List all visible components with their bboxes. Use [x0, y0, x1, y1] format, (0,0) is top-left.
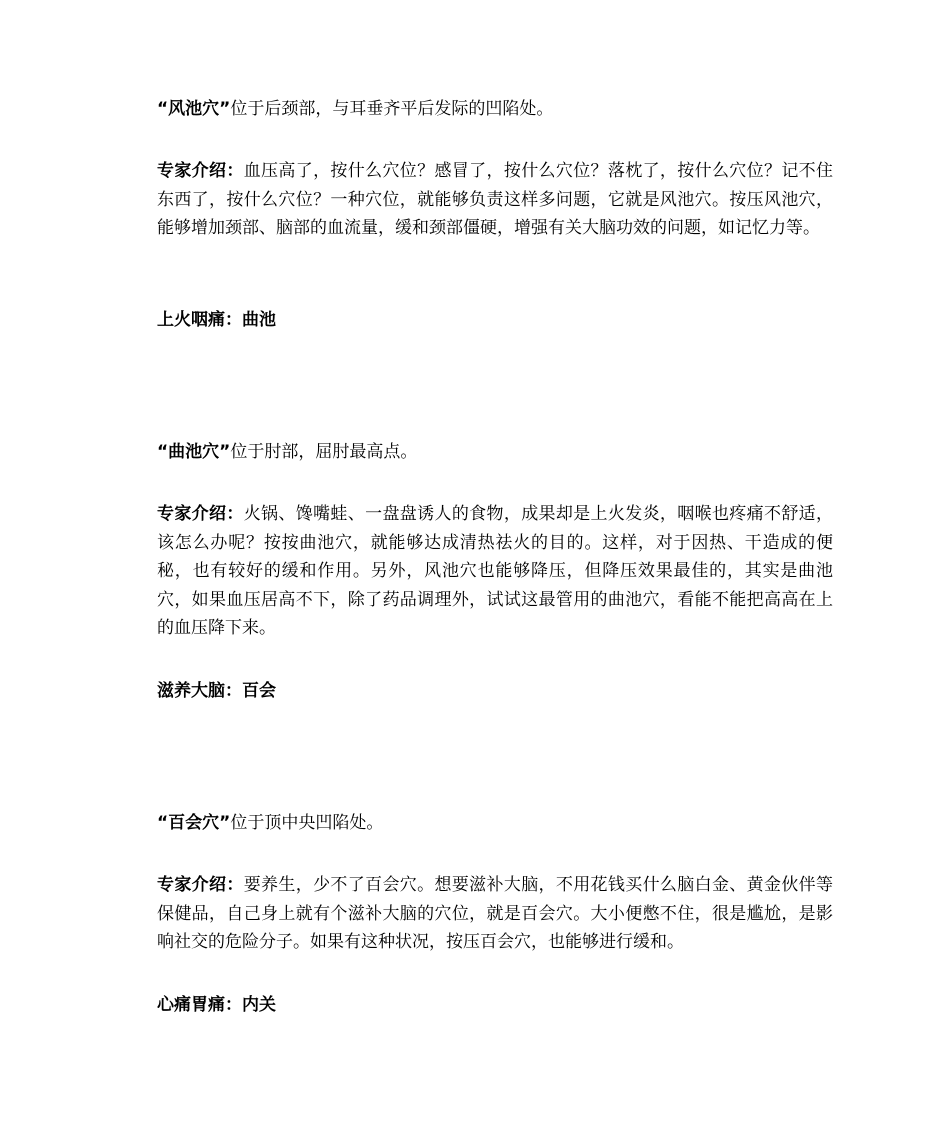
- section-heading-baihui: [121, 677, 833, 706]
- acupoint-location-quchi: [121, 438, 833, 467]
- section-heading-quchi: [121, 306, 833, 335]
- location-text: 位于后颈部，与耳垂齐平后发际的凹陷处。: [230, 99, 554, 119]
- acupoint-name: “曲池穴”: [157, 442, 231, 462]
- location-text: 位于顶中央凹陷处。: [230, 813, 384, 833]
- acupoint-location-baihui: [121, 809, 833, 838]
- expert-intro-text: 要养生，少不了百会穴。想要滋补大脑，不用花钱买什么脑白金、黄金伙伴等保健品，自己身上就有个滋补大脑的穴位，就是百会穴。大小便憋不住，很是尴尬，是影响社交的危险分子。如果有这种状况，按压百会穴，也能够进行缓和。: [157, 875, 834, 952]
- expert-intro-fengchi: [121, 157, 833, 243]
- heading-text: 心痛胃痛：内关: [157, 995, 276, 1015]
- expert-intro-label: 专家介绍：: [157, 504, 244, 524]
- acupoint-name: “百会穴”: [157, 813, 231, 833]
- expert-intro-label: 专家介绍：: [157, 875, 244, 895]
- acupoint-location-fengchi: [121, 95, 833, 124]
- expert-intro-label: 专家介绍：: [157, 161, 244, 181]
- expert-intro-baihui: [121, 871, 833, 957]
- expert-intro-quchi: [121, 500, 833, 643]
- heading-text: 滋养大脑：百会: [157, 681, 276, 701]
- heading-text: 上火咽痛：曲池: [157, 310, 276, 330]
- section-heading-neiguan: [121, 991, 833, 1020]
- expert-intro-text: 血压高了，按什么穴位？感冒了，按什么穴位？落枕了，按什么穴位？记不住东西了，按什么穴位？一种穴位，就能够负责这样多问题，它就是风池穴。按压风池穴，能够增加颈部、脑部的血流量，缓和颈部僵硬，增强有关大脑功效的问题，如记忆力等。: [157, 161, 834, 238]
- expert-intro-text: 火锅、馋嘴蛙、一盘盘诱人的食物，成果却是上火发炎，咽喉也疼痛不舒适，该怎么办呢？按按曲池穴，就能够达成清热祛火的目的。这样，对于因热、干造成的便秘，也有较好的缓和作用。另外，风池穴也能够降压，但降压效果最佳的，其实是曲池穴，如果血压居高不下，除了药品调理外，试试这最管用的曲池穴，看能不能把高高在上的血压降下来。: [157, 504, 834, 638]
- location-text: 位于肘部，屈肘最高点。: [230, 442, 418, 462]
- acupoint-name: “风池穴”: [157, 99, 231, 119]
